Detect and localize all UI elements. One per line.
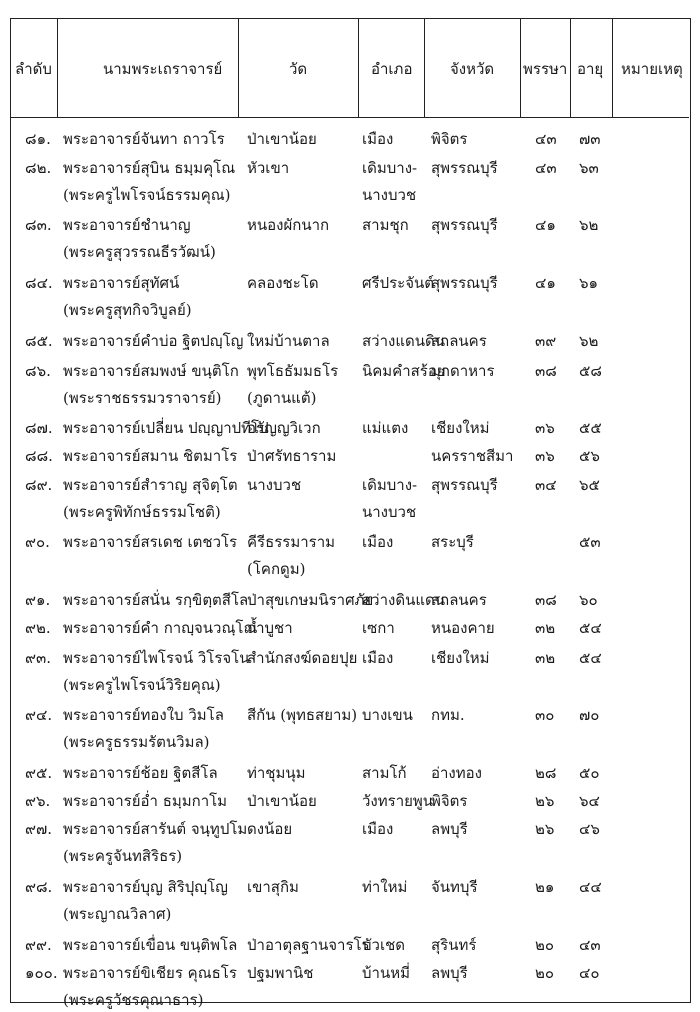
cell-district: สว่างแดนดิน xyxy=(362,332,445,350)
header-temple: วัด xyxy=(289,60,308,78)
cell-age: ๕๖ xyxy=(579,447,600,465)
cell-age: ๔๖ xyxy=(579,820,600,838)
cell-temple: พุทโธธัมมธโร xyxy=(247,362,339,380)
column-divider xyxy=(520,19,521,118)
cell-temple: ป่าศรัทธาราม xyxy=(247,447,337,465)
cell-vassa: ๒๑ xyxy=(535,878,555,896)
cell-province: ลพบุรี xyxy=(431,964,468,982)
cell-province: สุพรรณบุรี xyxy=(431,476,498,494)
header-age: อายุ xyxy=(577,60,604,78)
cell-no: ๙๔. xyxy=(25,706,53,724)
cell-district: สว่างดินแดน xyxy=(362,591,445,609)
cell-name: พระอาจารย์เปลี่ยน ปญฺญาปทีโป xyxy=(63,419,269,437)
cell-age: ๔๔ xyxy=(579,878,602,896)
cell-age: ๖๒ xyxy=(579,332,599,350)
cell-vassa: ๔๑ xyxy=(535,216,556,234)
cell-province: พิจิตร xyxy=(431,130,468,148)
cell-district: บ้านหมี่ xyxy=(362,964,410,982)
cell-district: เมือง xyxy=(362,533,394,551)
cell-vassa: ๒๘ xyxy=(535,764,557,782)
cell-age: ๕๓ xyxy=(579,533,601,551)
cell-age: ๗๐ xyxy=(579,706,600,724)
cell-province: เชียงใหม่ xyxy=(431,649,490,667)
cell-district: เมือง xyxy=(362,130,394,148)
cell-title: (พระราชธรรมวราจารย์) xyxy=(63,389,222,407)
cell-name: พระอาจารย์ไพโรจน์ วิโรจโน xyxy=(63,649,250,667)
column-divider xyxy=(612,19,613,118)
cell-temple: คลองชะโด xyxy=(247,274,319,292)
cell-no: ๙๘. xyxy=(25,878,53,896)
cell-title: (พระครูพิทักษ์ธรรมโชติ) xyxy=(63,503,221,521)
cell-vassa: ๓๐ xyxy=(535,706,555,724)
header-district: อำเภอ xyxy=(371,60,413,78)
cell-name: พระอาจารย์สำราญ สุจิตฺโต xyxy=(63,476,238,494)
cell-no: ๙๕. xyxy=(25,764,53,782)
cell-name: พระอาจารย์สุทัศน์ xyxy=(63,274,180,292)
cell-province: พิจิตร xyxy=(431,792,468,810)
cell-no: ๘๙. xyxy=(25,476,53,494)
cell-vassa: ๓๘ xyxy=(535,591,557,609)
cell-district: บัวเชด xyxy=(362,936,405,954)
cell-name: พระอาจารย์ชำนาญ xyxy=(63,216,191,234)
cell-vassa: ๔๓ xyxy=(535,130,557,148)
cell-title: (พระครูธรรมรัตนวิมล) xyxy=(63,733,210,751)
cell-vassa: ๒๐ xyxy=(535,964,555,982)
cell-province: สุรินทร์ xyxy=(431,936,477,954)
header-divider xyxy=(11,117,689,118)
cell-title: (พระครูสุวรรณธีรวัฒน์) xyxy=(63,243,216,261)
cell-temple: คีรีธรรมาราม xyxy=(247,533,336,551)
cell-temple: ถ้ำบูชา xyxy=(247,619,293,637)
cell-vassa: ๓๔ xyxy=(535,476,557,494)
cell-district: เซกา xyxy=(362,619,395,637)
cell-district: ท่าใหม่ xyxy=(362,878,408,896)
cell-age: ๕๔ xyxy=(579,619,602,637)
cell-name: พระอาจารย์สุบิน ธมฺมคุโณ xyxy=(63,159,236,177)
cell-age: ๔๓ xyxy=(579,936,601,954)
cell-temple: หนองผักนาก xyxy=(247,216,330,234)
cell-temple: นางบวช xyxy=(247,476,302,494)
cell-district: เดิมบาง- xyxy=(362,159,418,177)
cell-age: ๗๓ xyxy=(579,130,601,148)
cell-province: มุกดาหาร xyxy=(431,362,495,380)
cell-temple: ป่าอาตุลฐานจารโร xyxy=(247,936,370,954)
cell-vassa: ๓๒ xyxy=(535,649,556,667)
cell-district: นิคมคำสร้อย xyxy=(362,362,446,380)
cell-no: ๘๓. xyxy=(25,216,52,234)
cell-age: ๕๘ xyxy=(579,362,602,380)
document-page xyxy=(10,18,691,1009)
cell-temple: ปฐมพานิช xyxy=(247,964,314,982)
cell-age: ๖๕ xyxy=(579,476,600,494)
cell-temple: ป่าเขาน้อย xyxy=(247,130,317,148)
cell-district: วังทรายพูน xyxy=(362,792,434,810)
cell-district: เดิมบาง- xyxy=(362,476,418,494)
cell-district-line2: นางบวช xyxy=(362,503,417,521)
cell-no: ๘๑. xyxy=(25,130,51,148)
cell-name: พระอาจารย์สมพงษ์ ขนฺติโก xyxy=(63,362,239,380)
cell-name: พระอาจารย์ทองใบ วิมโล xyxy=(63,706,224,724)
cell-name: พระอาจารย์สารันต์ จนฺทูปโม xyxy=(63,820,248,838)
cell-no: ๘๒. xyxy=(25,159,52,177)
cell-name: พระอาจารย์ขิเชียร คุณธโร xyxy=(63,964,237,982)
cell-province: กทม. xyxy=(431,706,465,724)
cell-district: ศรีประจันต์ xyxy=(362,274,434,292)
cell-name: พระอาจารย์บุญ สิริปุญฺโญ xyxy=(63,878,228,896)
cell-temple: เขาสุกิม xyxy=(247,878,299,896)
cell-name: พระอาจารย์คำ กาญฺจนวณฺโณ xyxy=(63,619,258,637)
cell-title: (พระครูวัชรคุณาธาร) xyxy=(63,991,204,1009)
cell-age: ๖๔ xyxy=(579,792,600,810)
cell-age: ๔๐ xyxy=(579,964,600,982)
column-divider xyxy=(358,19,359,118)
cell-vassa: ๒๖ xyxy=(535,792,555,810)
cell-age: ๕๐ xyxy=(579,764,600,782)
cell-temple: อรัญญวิเวก xyxy=(247,419,321,437)
cell-name: พระอาจารย์เขื่อน ขนฺติพโล xyxy=(63,936,238,954)
header-vassa: พรรษา xyxy=(523,60,568,78)
header-remark: หมายเหตุ xyxy=(621,60,683,78)
cell-name: พระอาจารย์ช้อย ฐิตสีโล xyxy=(63,764,218,782)
cell-title: (พระครูจันทสิริธร) xyxy=(63,847,183,865)
cell-age: ๖๐ xyxy=(579,591,598,609)
cell-district: สามชุก xyxy=(362,216,409,234)
cell-temple: สีกัน (พุทธสยาม) xyxy=(247,706,358,724)
cell-province: สุพรรณบุรี xyxy=(431,159,498,177)
header-name: นามพระเถราจารย์ xyxy=(103,60,223,78)
cell-province: สกลนคร xyxy=(431,591,487,609)
cell-temple-line2: (โคกดูม) xyxy=(247,560,306,578)
cell-province: สกลนคร xyxy=(431,332,487,350)
column-divider xyxy=(238,19,239,118)
cell-vassa: ๔๑ xyxy=(535,274,556,292)
cell-province: สุพรรณบุรี xyxy=(431,216,498,234)
cell-name: พระอาจารย์คำบ่อ ฐิตปญฺโญ xyxy=(63,332,244,350)
cell-no: ๙๑. xyxy=(25,591,51,609)
cell-no: ๙๒. xyxy=(25,619,51,637)
cell-district: สามโก้ xyxy=(362,764,407,782)
cell-temple: ป่าเขาน้อย xyxy=(247,792,317,810)
cell-title: (พระครูสุทกิจวิบูลย์) xyxy=(63,301,192,319)
cell-vassa: ๒๖ xyxy=(535,820,555,838)
column-divider xyxy=(424,19,425,118)
header-no: ลำดับ xyxy=(15,60,52,78)
cell-title: (พระครูไพโรจน์ธรรมคุณ) xyxy=(63,186,231,204)
cell-no: ๘๖. xyxy=(25,362,51,380)
cell-temple: หัวเขา xyxy=(247,159,290,177)
cell-province: หนองคาย xyxy=(431,619,495,637)
column-divider xyxy=(57,19,58,118)
column-divider xyxy=(570,19,571,118)
cell-no: ๘๕. xyxy=(25,332,53,350)
cell-province: สระบุรี xyxy=(431,533,474,551)
cell-age: ๕๕ xyxy=(579,419,602,437)
cell-temple: ใหม่บ้านตาล xyxy=(247,332,330,350)
cell-province: เชียงใหม่ xyxy=(431,419,490,437)
cell-name: พระอาจารย์สมาน ชิตมาโร xyxy=(63,447,238,465)
cell-temple: ท่าชุมนุม xyxy=(247,764,306,782)
cell-temple: ดงน้อย xyxy=(247,820,293,838)
cell-no: ๙๗. xyxy=(25,820,53,838)
cell-age: ๕๔ xyxy=(579,649,602,667)
cell-vassa: ๔๓ xyxy=(535,159,557,177)
cell-no: ๘๗. xyxy=(25,419,53,437)
cell-district: เมือง xyxy=(362,649,394,667)
cell-temple: ป่าสุขเกษมนิราศภัย xyxy=(247,591,374,609)
cell-title: (พระครูไพโรจน์วิริยคุณ) xyxy=(63,676,221,694)
cell-vassa: ๓๘ xyxy=(535,362,557,380)
cell-province: ลพบุรี xyxy=(431,820,468,838)
cell-district-line2: นางบวช xyxy=(362,186,417,204)
cell-district: บางเขน xyxy=(362,706,413,724)
cell-age: ๖๓ xyxy=(579,159,599,177)
cell-name: พระอาจารย์อ่ำ ธมฺมกาโม xyxy=(63,792,228,810)
cell-temple-line2: (ภูดานแต้) xyxy=(247,389,317,407)
cell-district: เมือง xyxy=(362,820,394,838)
cell-province: จันทบุรี xyxy=(431,878,478,896)
cell-no: ๙๓. xyxy=(25,649,52,667)
cell-district: แม่แตง xyxy=(362,419,409,437)
cell-vassa: ๓๒ xyxy=(535,619,556,637)
cell-name: พระอาจารย์จันทา ถาวโร xyxy=(63,130,225,148)
cell-title: (พระญาณวิลาศ) xyxy=(63,905,172,923)
cell-no: ๙๐. xyxy=(25,533,50,551)
cell-age: ๖๒ xyxy=(579,216,599,234)
cell-vassa: ๓๖ xyxy=(535,419,555,437)
cell-no: ๘๔. xyxy=(25,274,53,292)
cell-no: ๙๖. xyxy=(25,792,51,810)
cell-name: พระอาจารย์สรเดช เตชวโร xyxy=(63,533,238,551)
cell-no: ๑๐๐. xyxy=(25,964,58,982)
cell-no: ๙๙. xyxy=(25,936,52,954)
cell-vassa: ๓๖ xyxy=(535,447,555,465)
cell-no: ๘๘. xyxy=(25,447,53,465)
cell-temple: สำนักสงฆ์ดอยปุย xyxy=(247,649,358,667)
cell-vassa: ๒๐ xyxy=(535,936,555,954)
cell-age: ๖๑ xyxy=(579,274,599,292)
cell-name: พระอาจารย์สนั่น รกฺขิตฺตสีโล xyxy=(63,591,249,609)
cell-vassa: ๓๙ xyxy=(535,332,557,350)
cell-province: นครราชสีมา xyxy=(431,447,514,465)
cell-province: สุพรรณบุรี xyxy=(431,274,498,292)
header-province: จังหวัด xyxy=(450,60,495,78)
cell-province: อ่างทอง xyxy=(431,764,482,782)
